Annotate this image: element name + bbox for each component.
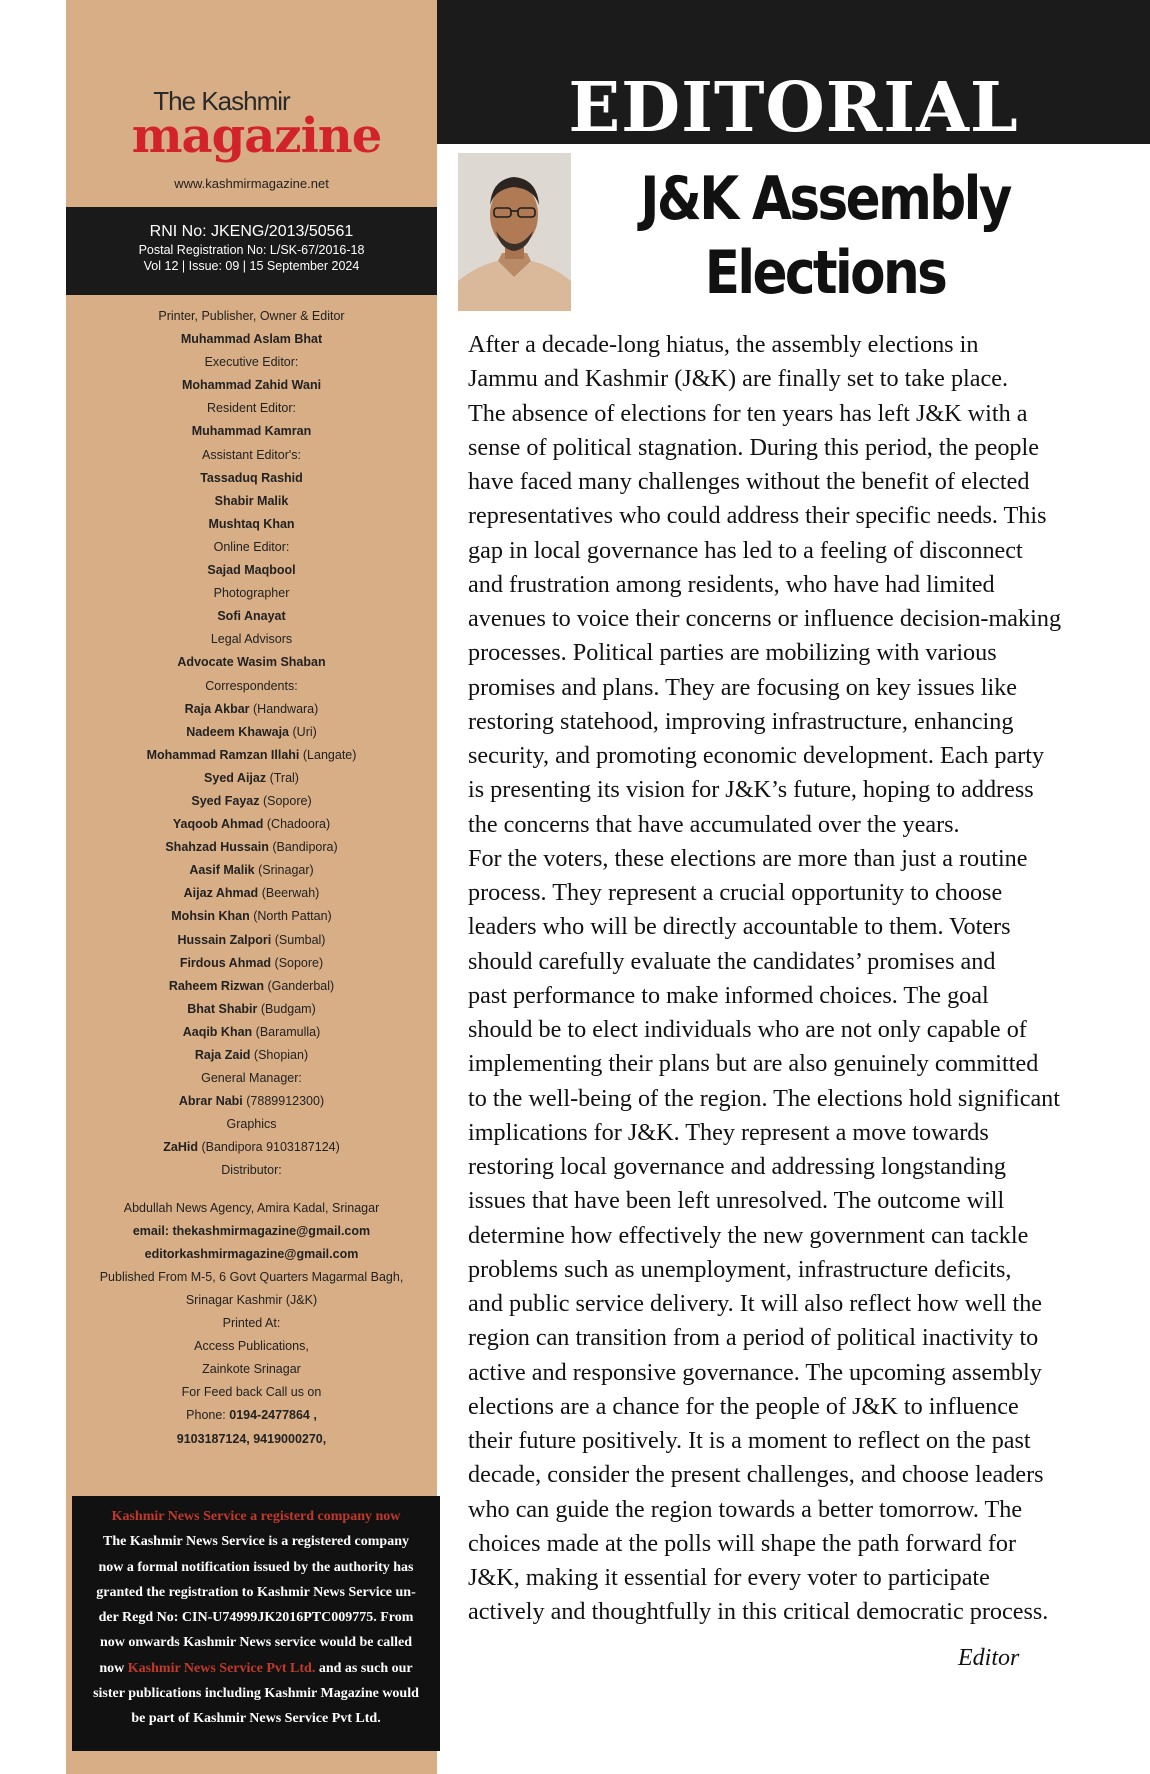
credit-place: (Beerwah) <box>261 886 320 901</box>
credit-role: Zainkote Srinagar <box>202 1362 301 1377</box>
credit-name: Sajad Maqbool <box>207 563 296 578</box>
credit-name: Nadeem Khawaja <box>186 724 290 739</box>
credit-place: (Chadoora) <box>266 817 331 832</box>
article-line: gap in local governance has led to a feeling of disconnect <box>468 536 1023 564</box>
credit-name: Mushtaq Khan <box>208 516 295 531</box>
credit-name: Mohsin Khan <box>171 909 250 924</box>
credit-line <box>66 767 437 790</box>
credit-line <box>66 813 437 836</box>
credit-place: (Handwara) <box>253 701 319 716</box>
credit-place: (7889912300) <box>246 1094 325 1109</box>
credit-name: Raja Zaid <box>194 1048 251 1062</box>
credit-line <box>66 721 437 744</box>
credit-role: For Feed back Call us on <box>181 1385 322 1400</box>
credit-name: Muhammad Kamran <box>191 424 312 439</box>
credit-place: (Bandipora 9103187124) <box>201 1140 340 1155</box>
credit-line <box>66 859 437 882</box>
credit-name: email: thekashmirmagazine@gmail.com <box>132 1223 371 1238</box>
credit-place: (Sopore) <box>262 793 312 808</box>
credit-role: Correspondents: <box>205 678 298 693</box>
credit-line <box>66 698 437 721</box>
notice-line: der Regd No: CIN-U74999JK2016PTC009775. From <box>98 1610 414 1626</box>
article-line: choices made at the polls will shape the path forward for <box>468 1529 1017 1557</box>
credit-role: Assistant Editor's: <box>202 447 301 462</box>
article-body <box>468 328 1080 1630</box>
credit-place: (Tral) <box>269 770 299 785</box>
phone-number: 0194-2477864 , <box>229 1408 317 1423</box>
credit-line <box>66 1044 437 1067</box>
article-line: restoring local governance and addressing longstanding <box>468 1153 1007 1180</box>
credit-role: General Manager: <box>201 1071 302 1086</box>
article-line: past performance to make informed choices. The goal <box>468 981 989 1009</box>
credit-name: editorkashmirmagazine@gmail.com <box>144 1246 359 1261</box>
credit-name: 9103187124, 9419000270, <box>176 1431 327 1446</box>
notice-line: now onwards Kashmir News service would be called <box>99 1635 413 1651</box>
article-line: promises and plans. They are focusing on key issues like <box>468 673 1018 701</box>
article-line: leaders who will be directly accountable to them. Voters <box>468 913 1011 941</box>
credit-place: (Sumbal) <box>274 932 326 947</box>
credit-name: Syed Aijaz <box>204 770 267 785</box>
notice-line: be part of Kashmir News Service Pvt Ltd. <box>131 1711 381 1727</box>
article-line: sense of political stagnation. During this period, the people <box>468 433 1039 461</box>
article-line: implications for J&K. They represent a move towards <box>468 1118 989 1146</box>
notice-body <box>72 1529 440 1655</box>
article-line: decade, consider the present challenges, and choose leaders <box>468 1461 1044 1489</box>
credit-line <box>66 998 437 1021</box>
credit-name: Aasif Malik <box>189 863 255 878</box>
article-line: The absence of elections for ten years has left J&K with a <box>468 399 1028 427</box>
credit-line <box>66 1404 437 1427</box>
article-line: to the well-being of the region. The elections hold significant <box>468 1084 1060 1112</box>
article-line: problems such as unemployment, infrastructure deficits, <box>468 1255 1012 1283</box>
credit-line <box>66 882 437 905</box>
credit-name: Aaqib Khan <box>182 1024 253 1039</box>
credit-place: (North Pattan) <box>253 909 332 924</box>
headline-line: J&K Assembly <box>640 164 1010 234</box>
article-line: elections are a chance for the people of J&K to influence <box>468 1392 1019 1420</box>
credit-line <box>66 975 437 998</box>
credit-role: Srinagar Kashmir (J&K) <box>185 1292 318 1307</box>
credit-line <box>66 790 437 813</box>
credit-place: (Bandipora) <box>272 840 338 855</box>
kns-notice-box <box>72 1496 440 1751</box>
editor-portrait-icon <box>458 153 571 311</box>
notice-title: Kashmir News Service a registerd company now <box>111 1509 401 1524</box>
credit-name: Hussain Zalpori <box>177 932 272 947</box>
article-line: restoring statehood, improving infrastructure, enhancing <box>468 707 1014 735</box>
headline-line: Elections <box>704 238 946 308</box>
credit-name: Yaqoob Ahmad <box>172 817 264 832</box>
credit-name: Shahzad Hussain <box>165 840 269 855</box>
article-line: representatives who could address their specific needs. This <box>468 502 1047 530</box>
credit-role: Published From M-5, 6 Govt Quarters Magarmal Bagh, <box>99 1269 404 1284</box>
credit-name: ZaHid <box>163 1140 198 1155</box>
credit-line <box>66 929 437 952</box>
credit-role: Photographer <box>213 586 290 601</box>
credit-place: (Sopore) <box>274 955 324 970</box>
article-line: For the voters, these elections are more than just a routine <box>468 844 1028 872</box>
credit-line <box>66 952 437 975</box>
website-url: www.kashmirmagazine.net <box>174 176 329 191</box>
article-line: processes. Political parties are mobilizing with various <box>468 639 997 667</box>
staff-credits <box>66 305 437 1451</box>
credit-role: Legal Advisors <box>210 632 293 647</box>
credit-line <box>66 1136 437 1159</box>
article-line: issues that have been left unresolved. The outcome will <box>468 1187 1005 1215</box>
article-line: avenues to voice their concerns or influence decision-making <box>468 605 1062 632</box>
article-line: and public service delivery. It will also reflect how well the <box>468 1290 1043 1317</box>
article-line: the concerns that have accumulated over the years. <box>468 810 960 838</box>
credit-name: Tassaduq Rashid <box>200 470 303 485</box>
article-line: is presenting its vision for J&K’s future, hoping to address <box>468 776 1034 804</box>
article-line: security, and promoting economic development. Each party <box>468 742 1045 769</box>
logo-top-text: The Kashmir <box>153 86 290 116</box>
notice-line: granted the registration to Kashmir News Service un- <box>96 1584 416 1600</box>
credit-role: Access Publications, <box>194 1339 309 1354</box>
credit-role: Graphics <box>226 1117 277 1132</box>
credit-name: Raheem Rizwan <box>168 978 264 993</box>
credit-role: Executive Editor: <box>204 355 299 370</box>
credit-role: Printed At: <box>222 1316 281 1331</box>
notice-company-name: Kashmir News Service Pvt Ltd. <box>127 1660 316 1676</box>
credit-name: Raja Akbar <box>184 701 250 716</box>
notice-line: The Kashmir News Service is a registered company <box>102 1534 410 1550</box>
credit-name: Mohammad Zahid Wani <box>181 378 322 393</box>
credit-name: Mohammad Ramzan Illahi <box>146 747 300 762</box>
credit-place: (Langate) <box>302 747 357 762</box>
credits-spacer <box>66 1183 437 1197</box>
credit-line <box>66 836 437 859</box>
credit-place: (Uri) <box>292 724 317 739</box>
credit-name: Aijaz Ahmad <box>183 886 259 901</box>
article-line: should be to elect individuals who are not only capable of <box>468 1016 1027 1043</box>
credit-name: Muhammad Aslam Bhat <box>180 332 323 347</box>
notice-line: now a formal notification issued by the authority has <box>98 1559 414 1575</box>
article-headline <box>632 162 1019 310</box>
article-line: actively and thoughtfully in this critical democratic process. <box>468 1598 1049 1626</box>
credit-name: Advocate Wasim Shaban <box>177 655 326 670</box>
credit-name: Syed Fayaz <box>191 793 260 808</box>
credit-line <box>66 1090 437 1113</box>
postal-registration: Postal Registration No: L/SK-67/2016-18 <box>138 243 365 257</box>
article-line: who can guide the region towards a better tomorrow. The <box>468 1495 1023 1523</box>
article-line: process. They represent a crucial opportunity to choose <box>468 879 1003 906</box>
credit-role: Resident Editor: <box>207 401 296 416</box>
notice-line: now Kashmir News Service Pvt Ltd. and as such our <box>99 1660 413 1676</box>
article-line: have faced many challenges without the benefit of elected <box>468 468 1030 495</box>
credit-name: Bhat Shabir <box>187 1001 258 1016</box>
masthead-sidebar <box>66 0 437 1774</box>
credit-place: (Ganderbal) <box>267 978 335 993</box>
phone-label: Phone: <box>186 1408 230 1423</box>
credit-name: Shabir Malik <box>214 493 289 508</box>
article-line: Jammu and Kashmir (J&K) are finally set to take place. <box>468 365 1009 393</box>
article-line: J&K, making it essential for every voter to participate <box>468 1564 990 1591</box>
article-line: should carefully evaluate the candidates’ promises and <box>468 947 996 975</box>
article-line: their future positively. It is a moment to reflect on the past <box>468 1427 1031 1454</box>
article-line: region can transition from a period of political inactivity to <box>468 1324 1039 1352</box>
credit-role: Distributor: <box>221 1163 282 1178</box>
credit-line <box>66 744 437 767</box>
credit-line <box>66 1021 437 1044</box>
credit-line <box>66 905 437 928</box>
editor-signature: Editor <box>958 1645 1020 1671</box>
credit-name: Sofi Anayat <box>217 609 286 624</box>
credit-place: (Baramulla) <box>255 1024 321 1039</box>
registration-box <box>66 207 437 295</box>
credit-name: Firdous Ahmad <box>179 955 272 970</box>
notice-line: sister publications including Kashmir Magazine would <box>93 1686 419 1702</box>
credit-place: (Srinagar) <box>258 863 314 878</box>
credit-role: Printer, Publisher, Owner & Editor <box>158 309 345 323</box>
credit-role: Online Editor: <box>213 539 290 554</box>
article-line: active and responsive governance. The upcoming assembly <box>468 1358 1042 1386</box>
article-line: implementing their plans but are also genuinely committed <box>468 1050 1039 1078</box>
credit-place: (Budgam) <box>260 1001 316 1016</box>
article-line: After a decade-long hiatus, the assembly elections in <box>468 331 979 358</box>
credit-place: (Shopian) <box>253 1048 309 1062</box>
logo-main-text: magazine <box>131 108 382 164</box>
section-title: EDITORIAL <box>568 68 1019 148</box>
credit-name: Abrar Nabi <box>178 1094 243 1109</box>
credit-role: Abdullah News Agency, Amira Kadal, Srinagar <box>123 1200 380 1215</box>
article-line: determine how effectively the new government can tackle <box>468 1221 1029 1249</box>
rni-number: RNI No: JKENG/2013/50561 <box>149 223 354 240</box>
magazine-logo <box>66 86 437 164</box>
article-line: and frustration among residents, who have had limited <box>468 570 995 598</box>
issue-info: Vol 12 | Issue: 09 | 15 September 2024 <box>143 259 360 273</box>
editor-photo <box>458 153 571 311</box>
